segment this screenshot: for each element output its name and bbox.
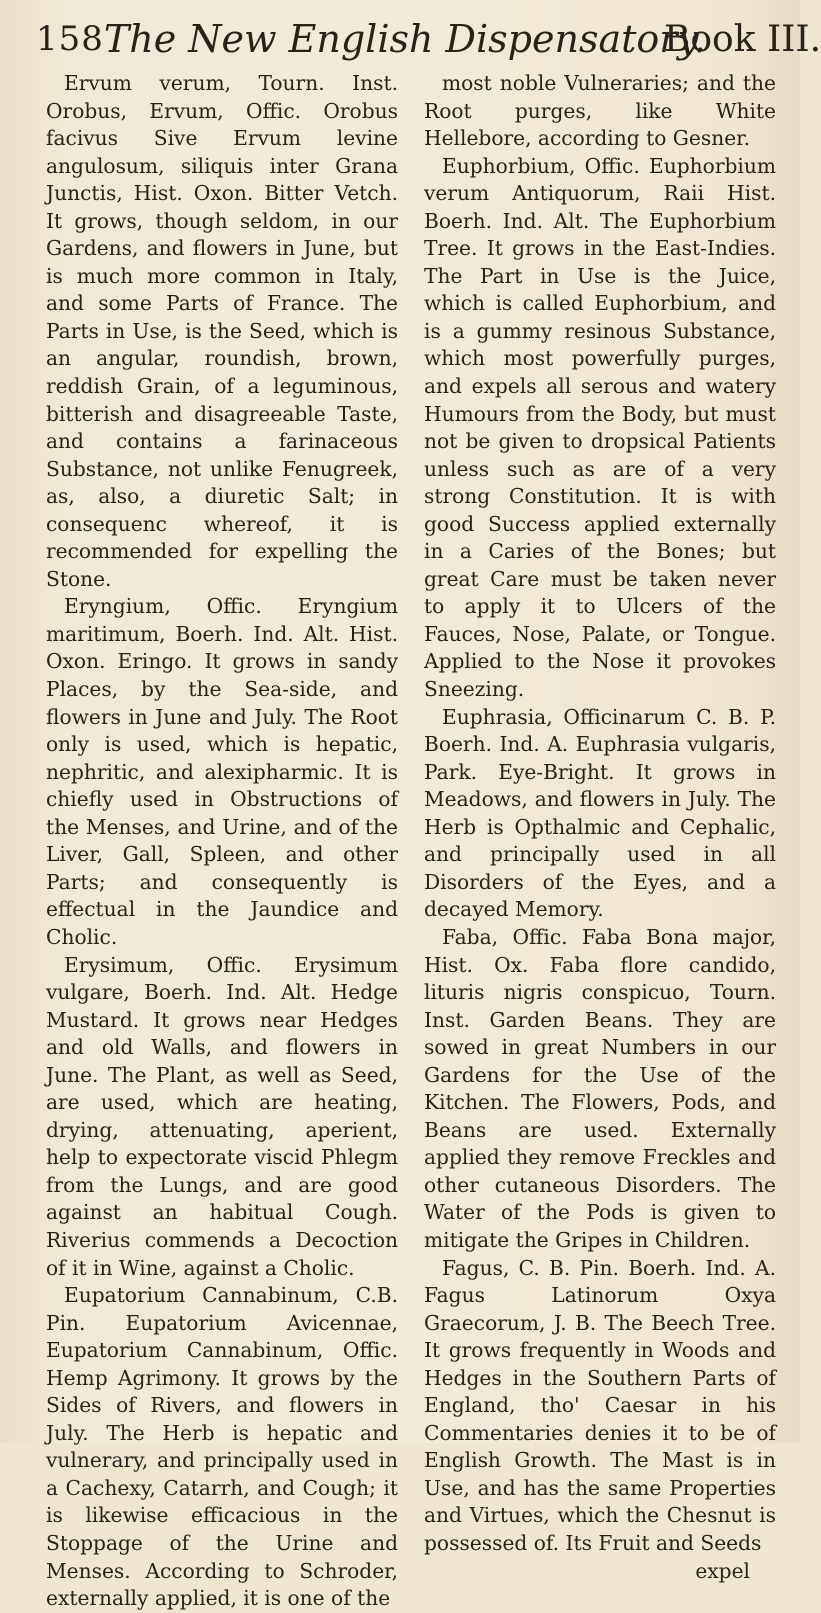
catchword: expel — [695, 1558, 750, 1583]
entry-euphrasia: Euphrasia, Officinarum C. B. P. Boerh. Ind. A. Euphrasia vulgaris, Park. Eye-Bright. It grows in Meadows, and flowers in July. The Herb is Opthalmic and Cephalic, and principally used in all Disorders of the Eyes, and a decayed Memory. — [424, 704, 776, 922]
entry-ervum: Ervum verum, Tourn. Inst. Orobus, Ervum, Offic. Orobus facivus Sive Ervum levine angulosum, siliquis inter Grana Junctis, Hist. Oxon. Bitter Vetch. It grows, though seldom, in our Gardens, and flowers in June, but is much more common in Italy, and some Parts of France. The Parts in Use, is the Seed, which is an angular, roundish, brown, reddish Grain, of a leguminous, bitterish and disagreeable Taste, and contains a farinaceous Substance, not unlike Fenugreek, as, also, a diuretic Salt; in consequenc whereof, it is recommended for expelling the Stone. — [46, 71, 398, 591]
page-number: 158 — [36, 19, 104, 59]
entry-euphorbium: Euphorbium, Offic. Euphorbium verum Antiquorum, Raii Hist. Boerh. Ind. Alt. The Euphorbium Tree. It grows in the East-Indies. The Part in Use is the Juice, which is called Euphorbium, and is a gummy resinous Substance, which most powerfully purges, and expels all serous and watery Humours from the Body, but must not be given to dropsical Patients unless such as are of a very strong Constitution. It is with good Success applied externally in a Caries of the Bones; but great Care must be taken never to apply it to Ulcers of the Fauces, Nose, Palate, or Tongue. Applied to the Nose it provokes Sneezing. — [424, 153, 776, 702]
right-column — [424, 70, 776, 1583]
entry-eupatorium: Eupatorium Cannabinum, C.B. Pin. Eupatorium Avicennae, Eupatorium Cannabinum, Offic. Hemp Agrimony. It grows by the Sides of Rivers, and flowers in July. The Herb is hepatic and vulnerary, and principally used in a Cachexy, Catarrh, and Cough; it is likewise efficacious in the Stoppage of the Urine and Menses. According to Schroder, externally applied, it is one of the — [46, 1283, 398, 1611]
page-header — [36, 8, 821, 70]
entry-fagus: Fagus, C. B. Pin. Boerh. Ind. A. Fagus Latinorum Oxya Graecorum, J. B. The Beech Tree. It grows frequently in Woods and Hedges in the Southern Parts of England, tho' Caesar in his Commentaries denies it to be of English Growth. The Mast is in Use, and has the same Properties and Virtues, which the Chesnut is possessed of. Its Fruit and Seeds — [424, 1255, 776, 1555]
running-title: The New English Dispensatory. — [103, 17, 706, 61]
entry-eryngium: Eryngium, Offic. Eryngium maritimum, Boerh. Ind. Alt. Hist. Oxon. Eringo. It grows in sandy Places, by the Sea-side, and flowers in June and July. The Root only is used, which is hepatic, nephritic, and alexipharmic. It is chiefly used in Obstructions of the Menses, and Urine, and of the Liver, Gall, Spleen, and other Parts; and consequently is effectual in the Jaundice and Cholic. — [46, 594, 398, 949]
left-column — [46, 70, 398, 1611]
book-label: Book III. — [663, 18, 821, 60]
entry-eupatorium-continued: most noble Vulneraries; and the Root purges, like White Hellebore, according to Gesner. — [424, 71, 776, 151]
entry-erysimum: Erysimum, Offic. Erysimum vulgare, Boerh. Ind. Alt. Hedge Mustard. It grows near Hedges and old Walls, and flowers in June. The Plant, as well as Seed, are used, which are heating, drying, attenuating, aperient, help to expectorate viscid Phlegm from the Lungs, and are good against an habitual Cough. Riverius commends a Decoction of it in Wine, against a Cholic. — [46, 952, 398, 1280]
entry-faba: Faba, Offic. Faba Bona major, Hist. Ox. Faba flore candido, lituris nigris conspicuo, Tourn. Inst. Garden Beans. They are sowed in great Numbers in our Gardens for the Use of the Kitchen. The Flowers, Pods, and Beans are used. Externally applied they remove Freckles and other cutaneous Disorders. The Water of the Pods is given to mitigate the Gripes in Children. — [424, 924, 776, 1252]
text-columns — [46, 70, 776, 1611]
